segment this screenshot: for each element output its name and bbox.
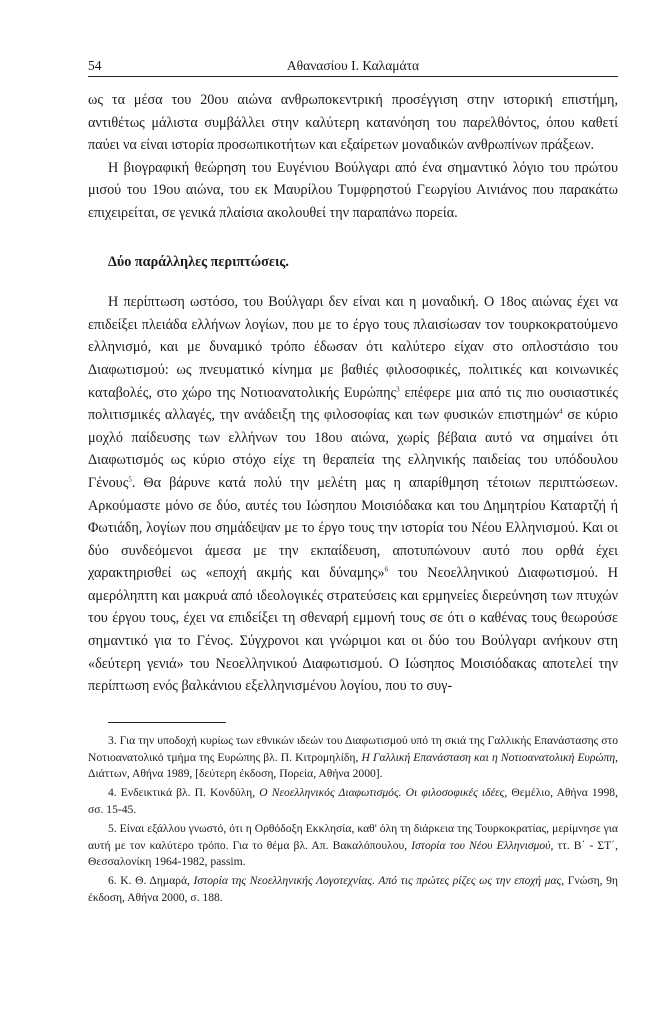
paragraph-3-part-d: . Θα βάρυνε κατά πολύ την μελέτη μας η απαρίθμηση τέτοιων περιπτώσεων. Αρκούμαστε μόνο σε δύο, αυτές του Ιώσηπου Μοισιόδακα και του Δημητρίου Καταρτζή ή Φωτιάδη, λογίων που σημάδεψαν με το έργο τους την ιστορία του Νέου Ελληνισμού. Και οι δύο συνδεόμενοι άμεσα με την εκπαίδευση, αποτυπώνουν αυτό που ορθά έχει χαρακτηρισθεί ως «εποχή ακμής και δύναμης»	[88, 474, 618, 582]
footnote-ref-3: 3	[396, 384, 400, 393]
footnote-4	[88, 785, 618, 819]
footnote-4-text-a: 4. Ενδεικτικά βλ. Π. Κονδύλη,	[108, 786, 260, 800]
footnote-6-title: Ιστορία της Νεοελληνικής Λογοτεχνίας. Από τις πρώτες ρίζες ως την εποχή μας,	[193, 874, 565, 888]
footnote-5-title: Ιστορία του Νέου Ελληνισμού,	[411, 838, 554, 852]
footnote-3-text-a: 3. Για την υποδοχή κυρίως των εθνικών ιδεών του Διαφωτισμού υπό τη σκιά της Γαλλικής Επανάστασης στο Νοτιοανατολικό τμήμα της Ευρώπης βλ. Π. Κιτρομηλίδη,	[88, 733, 618, 764]
paragraph-3-part-c: σε κύριο μοχλό παίδευσης των ελλήνων του 18ου αιώνα, χωρίς βέβαια αυτό να σημαίνει ότι Διαφωτισμός ως κύριο στόχο είχε τη θεραπεία της ελληνικής παιδείας του υπόδουλου Γένους	[88, 407, 618, 491]
footnote-4-text-b: Θεμέλιο, Αθήνα 1998, σσ. 15-45.	[88, 786, 619, 817]
main-text	[88, 89, 618, 698]
footnote-ref-4: 4	[559, 407, 563, 416]
footnote-ref-5: 5	[128, 475, 132, 484]
footnote-6-text-b: Γνώση, 9η έκδοση, Αθήνα 2000, σ. 188.	[88, 874, 618, 905]
paragraph-1: ως τα μέσα του 20ου αιώνα ανθρωποκεντρική προσέγγιση στην ιστορική επιστήμη, αντιθέτως μάλιστα συμβάλλει στην καλύτερη κατανόηση του παρελθόντος, όπου καθετί παύει να είναι ιστορία προσωπικοτήτων και εξαίρετων μοναδικών ανθρωπίνων πράξεων.	[88, 92, 618, 154]
paragraph-3-part-e: του Νεοελληνικού Διαφωτισμού. Η αμερόληπτη και μακρυά από ιδεολογικές στρατεύσεις και ερμηνείες διερεύνηση των πτυχών του έργου τους, έχει να επιδείξει τη σθεναρή εμμονή τους σε ότι ο καθένας τους θεωρούσε σημαντικό για το Γένος. Σύγχρονοι και γνώριμοι και οι δύο του Βούλγαρι ανήκουν στη «δεύτερη γενιά» του Νεοελληνικού Διαφωτισμού. Ο Ιώσηπος Μοισιόδακας αποτελεί την περίπτωση ενός βαλκάνιου εξελληνισμένου λογίου, που το συγ-	[88, 565, 618, 695]
book-page	[88, 56, 618, 909]
paragraph-3-part-a: Η περίπτωση ωστόσο, του Βούλγαρι δεν είναι και η μοναδική. Ο 18ος αιώνας έχει να επιδείξει πλειάδα ελλήνων λογίων, που με το έργο τους πλαισίωσαν τον τουρκοκρατούμενο ελληνισμό, και με δυναμικό τρόπο έδωσαν ότι καλύτερο είχαν στο οπλοστάσιο του Διαφωτισμού: ως πνευματικό κίνημα με βαθιές φιλοσοφικές, πολιτικές και κοινωνικές καταβολές, στο χώρο της Νοτιοανατολικής Ευρώπης	[88, 294, 618, 401]
section-heading: Δύο παράλληλες περιπτώσεις.	[108, 253, 289, 270]
footnote-6	[88, 873, 618, 907]
footnote-6-text-a: 6. Κ. Θ. Δημαρά,	[108, 874, 194, 888]
footnote-ref-6: 6	[384, 565, 389, 574]
footnote-5-text-b: ττ. Β΄ - ΣΤ΄, Θεσσαλονίκη 1964-1982, passim.	[88, 838, 618, 869]
paragraph-3	[88, 291, 618, 698]
running-head-author: Αθανασίου Ι. Καλαμάτα	[286, 58, 420, 73]
footnote-3-text-b: Διάττων, Αθήνα 1989, [δεύτερη έκδοση, Πορεία, Αθήνα 2000].	[88, 767, 383, 781]
footnote-4-title: Ο Νεοελληνικός Διαφωτισμός. Οι φιλοσοφικές ιδέες,	[259, 786, 508, 800]
paragraph-2: Η βιογραφική θεώρηση του Ευγένιου Βούλγαρι από ένα σημαντικό λόγιο του πρώτου μισού του 19ου αιώνα, του εκ Μαυρίλου Τυμφρηστού Γεωργίου Αινιάνος που παρακάτω επιχειρείται, σε γενικά πλαίσια ακολουθεί την παραπάνω πορεία.	[88, 159, 618, 221]
footnote-divider	[108, 722, 226, 723]
footnote-3	[88, 733, 618, 783]
footnote-3-title: Η Γαλλική Επανάσταση και η Νοτιοανατολική Ευρώπη,	[361, 750, 618, 764]
page-number: 54	[88, 58, 102, 73]
paragraph-3-part-b: επέφερε μια από τις πιο ουσιαστικές πολιτισμικές αλλαγές, την ανάδειξη της φιλοσοφίας και των φυσικών επιστημών	[88, 384, 618, 424]
footnote-5	[88, 821, 618, 871]
footnotes	[88, 733, 618, 907]
footnote-5-text-a: 5. Είναι εξάλλου γνωστό, ότι η Ορθόδοξη Εκκλησία, καθ' όλη τη διάρκεια της Τουρκοκρατίας, μερίμνησε για αυτή με τον καλύτερο τρόπο. Για το θέμα βλ. Απ. Βακαλόπουλου,	[88, 821, 618, 852]
running-header	[88, 56, 618, 77]
